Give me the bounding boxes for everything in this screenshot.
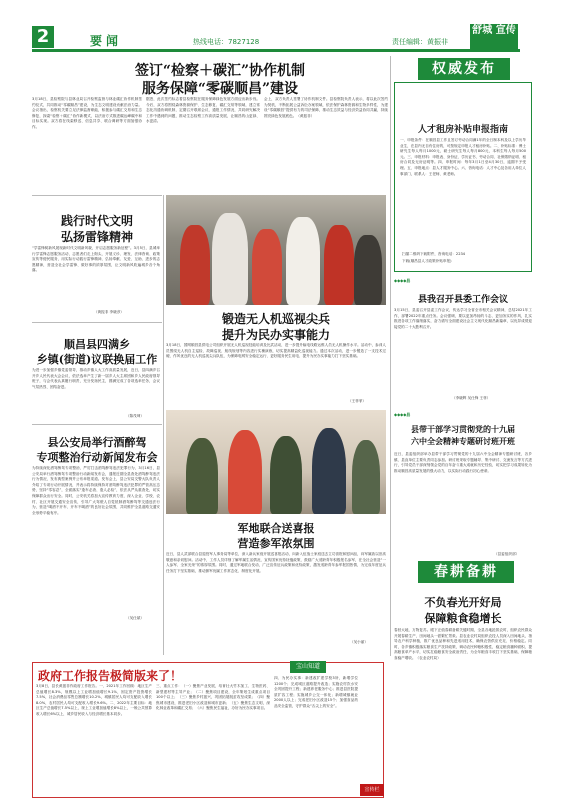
story6-body: 近日，县人武部联合县退役军人事务局等单位，深入新兵家庭开展送喜报活动，向新入伍战士家庭送去立功喜报和慰问品，向军属致以崇高敬意和亲切慰问。活动中，工作人员详细了解军属生活情况，宣传国家优待抚恤政策，鼓励广大适龄青年积极报名参军，在全社会营造“一人参军、全家光荣”的浓厚氛围。同时，通过军地联合发动，广泛宣传征兵政策和优待政策，激发适龄青年参军报国热情，为完成年度征兵任务打下坚实基础，推动拥军优属工作常态化、制度化开展。	[166, 552, 386, 573]
photo-figure	[252, 229, 282, 305]
story4-title-2: 乡镇(街道)议联换届工作	[36, 353, 158, 366]
photo-figure	[354, 235, 382, 305]
photo-figure	[286, 217, 320, 305]
story3-body: 3月18日，国网顺昌县供电公司组织开展无人机巡视技能培训及比武活动，进一步提升输电线路运维人员无人机操作水平。活动中，参训人员围绕无人机自主巡检、故障巡视、航线规划等内容进行实操演练，切实提高精益化巡视能力。通过本次活动，进一步锻造了一支技术过硬、作风优良的无人机巡视尖兵队伍，为保障电网安全稳定运行、更好服务民生用电、提升为民办实事能力打下坚实基础。	[166, 343, 386, 359]
masthead-rule	[32, 49, 520, 52]
story6-signature: （吴小丽）	[350, 640, 368, 644]
column-tag: ◆◆◆◆县	[394, 412, 411, 417]
policy-title: 政府工作报告极简版来了！	[38, 669, 183, 683]
story4-title-1: 顺昌县四满乡	[64, 338, 130, 351]
dept-title-1: 县带干部学习贯彻党的十九届	[411, 424, 515, 434]
photo-figure	[228, 430, 262, 514]
divider	[32, 195, 162, 196]
story6-title-1: 军地联合送喜报	[237, 522, 315, 535]
qr-caption-2: 下载(顺昌县人才政策补贴申报)	[402, 259, 452, 263]
masthead	[0, 0, 566, 52]
photo-figure	[212, 213, 248, 305]
story6-title-2: 营造参军浓氛围	[237, 537, 315, 550]
conference-signature: （李晓辉 吴仕锋 王菲）	[452, 396, 491, 400]
photo-figure	[324, 225, 354, 305]
section-title: 要闻	[90, 34, 123, 48]
spring-banner: 春耕备耕	[418, 561, 514, 583]
story2-title-2: 弘扬雷锋精神	[60, 230, 133, 244]
newspaper-logo: 舒城 宣传	[470, 24, 518, 50]
story3-title-2: 提升为民办实事能力	[221, 328, 330, 342]
column-rule	[390, 56, 391, 656]
story3-signature: （王菲菲）	[348, 399, 366, 403]
story5-body: 为持续深化酒驾醉驾专项整治，严厉打击酒驾醉驾违法犯罪行为，3月16日，县公安局举行酒驾醉驾专项整治行动新闻发布会，通报近期全县查处酒驾醉驾违法行为情况，发布典型案例并公布举报渠道。发布会上，县公安局交警大队负责人介绍了专项行动开展情况，并表示将持续保持对酒驾醉驾违法犯罪的严管高压态势，坚持“零容忍”，全面落实“逢车必查、逢人必检”，依法从严从重查处，切实保障群众出行安全。同时，公安机关将加大宣传教育力度，深入企业、学校、农村、社区开展交通安全宣传，引导广大驾驶人自觉抵制酒驾醉驾等交通违法行为，营造“喝酒不开车、开车不喝酒”的良好社会氛围，共同维护全县道路交通安全形势平稳有序。	[32, 466, 160, 515]
divider	[32, 322, 162, 323]
story4-signature: （陈茂坤）	[126, 414, 144, 418]
spring-title-2: 保障粮食稳增长	[424, 612, 502, 625]
photo-figure	[352, 440, 380, 514]
page-number: 2	[32, 26, 54, 48]
story5-title-2: 专项整治行动新闻发布会	[36, 451, 158, 464]
story5-title-1: 县公安局举行酒醉驾	[47, 436, 147, 449]
spring-title-1: 不负春光开好局	[424, 596, 502, 609]
qr-caption-1: 扫描二维码下载附件，咨询电话：2234	[402, 252, 466, 256]
lead-body-3: 会上，双方负责人签署了协作机制文件。县检察院负责人表示，将以此次签约为契机，不断拓展公益诉讼办案领域，依法保护森林资源和生物多样性，为建设“零碳顺昌”提供有力的司法保障，推动生态效益与经济效益协同共赢，持续擦亮绿色发展底色。（黄振非）	[264, 97, 388, 118]
hotline: 热线电话：7827128	[193, 38, 260, 46]
story2-signature: （黄振非 李晓彦）	[94, 310, 124, 314]
spring-body: 春回大地，万物复苏。眼下正值春耕备耕关键时期，全县各地抢抓农时，组织农民群众开展春耕生产，田间地头一派繁忙景象。县农业农村局组织农技人员深入田间地头，指导农户科学种植，推广优良品种和先进适用技术，确保农资供应充足、价格稳定。同时，各乡镇积极落实粮食生产扶持政策，调动农民种粮积极性，稳定粮食播种面积，提高粮食单产水平，切实扛稳粮食安全政治责任，为全年粮食丰收打下坚实基础，保障粮食稳产增收。（农业农村局）	[394, 628, 532, 660]
editor-credit: 责任编辑：黄振非	[392, 38, 448, 46]
photo-figure	[180, 225, 210, 305]
story4-body: 为进一步加强乡镇党委领导，推动乡镇人大工作高质量发展，近日，县四满乡召开乡人民代表大会会议，依法选举产生了新一届乡人大主席团和乡人民政府领导班子，与会代表认真履行职责，充分发扬民主，圆满完成了各项选举任务，会议气氛热烈、团结奋进。	[32, 368, 160, 389]
military-photo	[166, 410, 386, 514]
publicity-tag: 宣传栏	[360, 784, 384, 796]
dept-signature: （县委组织部）	[494, 552, 520, 556]
story2-body: “学雷锋树新风展现新时代文明新风貌，开启志愿服务新征程”。3月5日，县城举行学雷锋志愿服务活动，志愿者们走上街头，开展义诊、理发、法律咨询、政策宣传等便民服务，用实际行动践行雷锋精神，弘扬奉献、友爱、互助、进步的志愿精神，营造全社会学雷锋、做好事的浓厚氛围，让文明新风吹遍城乡各个角落。	[32, 246, 160, 273]
conference-title: 县我召开县委工作会议	[417, 295, 508, 305]
announcement-body: 一、申报条件：在顺昌县工作且签订劳动合同满1年的全日制本科及以上学历毕业生，在县内无自有住房的，可按规定申报人才租房补贴。二、补贴标准：博士研究生每人每月1000元，硕士研究生每人每月800元，本科生每人每月500元。三、申报材料：申报表、身份证、学历证书、劳动合同、社保缴纳证明、租房合同及无房证明等。四、申报时间：每年3月1日至4月30日，逾期不予受理。五、申报地点：县人才服务中心。六、咨询电话：人才中心及各用人单位人事部门，联系人：王老师、黄老师。	[400, 138, 526, 176]
policy-col-1: 3月8日，县长黄振非作政府工作报告。一、2021年工作回顾：地区生产总值增长8.3%，规模以上工业增加值增长9.1%，固定资产投资增长7.5%，社会消费品零售总额增长10.2%，城镇居民人均可支配收入增长8.0%，农村居民人均可支配收入增长9.6%。二、2022年主要目标：地区生产总值增长7.5%以上，规上工业增加值增长8%以上，一般公共预算收入增长6%以上，城乡居民收入与经济增长基本同步。	[36, 684, 152, 716]
photo-figure	[312, 428, 346, 514]
story5-signature: （吴仕斌）	[126, 616, 144, 620]
volunteer-photo	[166, 195, 386, 305]
policy-note	[296, 676, 356, 776]
lead-title-2: 服务保障“零碳顺昌”建设	[141, 81, 299, 97]
story3-title-1: 锻造无人机巡视尖兵	[221, 312, 330, 326]
lead-body-1: 3月18日，县检察院与县林业局召开检察监督与林业碳汇协作机制签约仪式，共同推动“零碳顺昌”建设，为生态文明建设贡献法治力量。会议指出，检察机关要立足法律监督职能，积极参与碳汇交易和生态修复，探索“检察＋碳汇”协作新模式，以法治方式推进碳达峰碳中和目标实现。双方将在线索移送、信息共享、联合调研等方面加强协作。	[32, 97, 142, 129]
story2-title-1: 践行时代文明	[60, 214, 133, 228]
policy-col-2: 三、重点工作：（一）聚焦产业发展，培育壮大竹木加工、生物医药、新型建材等主导产业；（二）聚焦项目建设，全年策划生成重点项目100个以上；（三）聚焦乡村振兴，巩固拓展脱贫攻坚成果；（四）聚焦城市建设，推进老旧小区改造和城市更新；（五）聚焦生态文明，深化林业改革和碳汇交易；（六）聚焦民生福祉，办好为民办实事项目。	[156, 684, 270, 711]
conference-body: 3月15日，县委召开县委工作会议，传达学习全省全市相关会议精神，总结2021年工作，部署2022年重点任务。会议强调，要以更加昂扬的斗志、更加务实的作风，扎实推进各项工作落细落实，奋力谱写全面建设社会主义现代化顺昌新篇章，以优异成绩迎接党的二十大胜利召开。	[394, 308, 532, 329]
column-rule	[163, 195, 164, 655]
dept-title-2: 六中全会精神专题研讨班开班	[411, 436, 515, 446]
lead-title-1: 签订“检察＋碳汇”协作机制	[134, 63, 306, 79]
divider	[32, 424, 162, 425]
policy-tag: 宝山知道	[290, 661, 326, 673]
announcement-title: 人才租房补贴申报指南	[417, 125, 508, 135]
policy-col-3: 四、为民办实事：新建改扩建学校3所，新增学位1200个；完成城区道路提升改造；实施农村饮水安全巩固提升工程；新建养老服务中心；推进县医院提质扩容工程；实施城乡公交一体化；新增城镇就业2000人以上；完成老旧小区改造15个；加强食品药品安全监管，守护群众“舌尖上的安全”。	[274, 676, 358, 708]
announcement-banner: 权威发布	[418, 58, 510, 80]
photo-figure	[186, 438, 218, 514]
photo-figure	[270, 436, 302, 514]
column-tag: ◆◆◆◆县	[394, 278, 411, 283]
dept-body: 近日，县委组织部举办县带干部学习贯彻党的十九届六中全会精神专题研讨班，各乡镇、县直单位主要负责同志参加。研讨班采取专题辅导、集中研讨、交流发言等方式进行，引导党员干部深刻领会党的百年奋斗重大成就和历史经验，切实把学习成果转化为推动顺昌高质量发展的强大动力，以实际行动践行初心使命。	[394, 452, 532, 473]
lead-body-2: 据悉，此次签约标志着县检察院在服务保障绿色发展方面迈出新步伐。今后，双方将围绕森林资源保护、生态修复、碳汇交易等领域，建立常态化沟通协调机制，定期召开联席会议，通报工作情况，共同研究解决工作中遇到的问题，推动生态检察工作高质量发展，让顺昌的山更绿、水更清。	[146, 97, 260, 124]
